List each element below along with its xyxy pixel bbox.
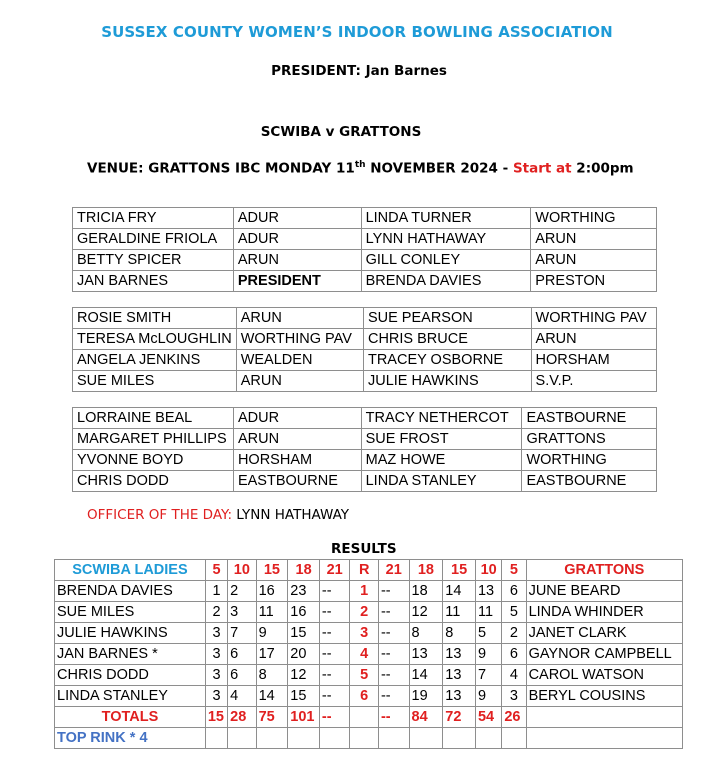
results-header-cell: GRATTONS [526, 560, 682, 581]
opponent-player-club: EASTBOURNE [522, 471, 657, 492]
score-cell: -- [378, 581, 409, 602]
venue-line [87, 160, 634, 177]
rink-row [73, 408, 657, 429]
scwiba-player-name: SUE MILES [73, 371, 237, 392]
opponent-player-club: WORTHING PAV [531, 308, 656, 329]
score-cell: 4 [228, 686, 256, 707]
opponent-player-club: GRATTONS [522, 429, 657, 450]
results-table [54, 559, 683, 749]
president-line: PRESIDENT: Jan Barnes [271, 63, 447, 79]
empty-cell [475, 728, 501, 749]
score-cell: -- [319, 602, 350, 623]
gratton-player-name: GAYNOR CAMPBELL [526, 644, 682, 665]
opponent-player-name: TRACY NETHERCOT [361, 408, 522, 429]
score-cell: 11 [443, 602, 476, 623]
total-cell: 26 [502, 707, 526, 728]
scwiba-player-name: TRICIA FRY [73, 208, 234, 229]
opponent-player-club: ARUN [531, 229, 657, 250]
score-cell: 14 [443, 581, 476, 602]
score-cell: 13 [475, 581, 501, 602]
opponent-player-name: BRENDA DAVIES [361, 271, 531, 292]
score-cell: 9 [256, 623, 288, 644]
rink-row [73, 429, 657, 450]
empty-cell [319, 728, 350, 749]
empty-cell [350, 728, 378, 749]
scwiba-player-club: WEALDEN [236, 350, 363, 371]
opponent-player-club: HORSHAM [531, 350, 656, 371]
score-cell: 5 [475, 623, 501, 644]
empty-cell [256, 728, 288, 749]
results-header-cell: 21 [378, 560, 409, 581]
opponent-player-club: ARUN [531, 250, 657, 271]
score-cell: 7 [228, 623, 256, 644]
score-cell: 1 [205, 581, 227, 602]
start-time: 2:00pm [571, 160, 634, 177]
scwiba-player-club: ARUN [233, 250, 361, 271]
opponent-player-club: ARUN [531, 329, 656, 350]
scwiba-player-name: BETTY SPICER [73, 250, 234, 271]
scwiba-player-club: ADUR [233, 229, 361, 250]
rink-table-3 [72, 407, 657, 492]
scwiba-player-name: TERESA McLOUGHLIN [73, 329, 237, 350]
scwiba-player-club: ARUN [236, 308, 363, 329]
score-cell: -- [319, 665, 350, 686]
score-cell: -- [319, 581, 350, 602]
results-header-cell: R [350, 560, 378, 581]
score-cell: 7 [475, 665, 501, 686]
score-cell: 11 [256, 602, 288, 623]
score-cell: 11 [475, 602, 501, 623]
score-cell: 12 [288, 665, 320, 686]
rink-row [73, 471, 657, 492]
score-cell: -- [319, 686, 350, 707]
scwiba-player-name: GERALDINE FRIOLA [73, 229, 234, 250]
rink-row [73, 350, 657, 371]
score-cell: 20 [288, 644, 320, 665]
results-header-cell: 18 [288, 560, 320, 581]
empty-cell [409, 728, 443, 749]
scwiba-player-club: ARUN [233, 429, 361, 450]
results-header-cell: SCWIBA LADIES [55, 560, 206, 581]
score-cell: 3 [205, 623, 227, 644]
opponent-player-name: CHRIS BRUCE [363, 329, 531, 350]
results-row [55, 602, 683, 623]
score-cell: 8 [256, 665, 288, 686]
score-cell: -- [319, 644, 350, 665]
score-cell: 6 [502, 644, 526, 665]
gratton-player-name: CAROL WATSON [526, 665, 682, 686]
match-title: SCWIBA v GRATTONS [260, 124, 422, 140]
empty-cell [288, 728, 320, 749]
rink-row [73, 250, 657, 271]
score-cell: 6 [228, 644, 256, 665]
score-cell: 13 [443, 665, 476, 686]
opponent-player-club: EASTBOURNE [522, 408, 657, 429]
scwiba-player-name: MARGARET PHILLIPS [73, 429, 234, 450]
rink-number: 2 [350, 602, 378, 623]
total-cell: 15 [205, 707, 227, 728]
score-cell: 12 [409, 602, 443, 623]
gratton-player-name: LINDA WHINDER [526, 602, 682, 623]
rink-row [73, 208, 657, 229]
score-cell: 3 [502, 686, 526, 707]
score-cell: 8 [443, 623, 476, 644]
rink-table-2 [72, 307, 657, 392]
scwiba-player-club: ADUR [233, 408, 361, 429]
scwiba-player-club: ARUN [236, 371, 363, 392]
opponent-player-name: LINDA TURNER [361, 208, 531, 229]
results-row [55, 623, 683, 644]
scwiba-player-name: ROSIE SMITH [73, 308, 237, 329]
results-row [55, 665, 683, 686]
venue-date-suffix: th [354, 160, 366, 170]
opponent-player-name: JULIE HAWKINS [363, 371, 531, 392]
score-cell: -- [378, 644, 409, 665]
empty-cell [526, 728, 682, 749]
rink-number: 4 [350, 644, 378, 665]
rink-row [73, 271, 657, 292]
score-cell: 16 [288, 602, 320, 623]
empty-cell [205, 728, 227, 749]
total-cell [526, 707, 682, 728]
results-header-cell: 15 [256, 560, 288, 581]
top-rink-row [55, 728, 683, 749]
empty-cell [443, 728, 476, 749]
score-cell: -- [319, 623, 350, 644]
results-header-cell: 10 [475, 560, 501, 581]
score-cell: 13 [409, 644, 443, 665]
score-cell: 4 [502, 665, 526, 686]
total-cell: 54 [475, 707, 501, 728]
total-cell: 101 [288, 707, 320, 728]
total-cell: 28 [228, 707, 256, 728]
rink-row [73, 308, 657, 329]
opponent-player-name: SUE FROST [361, 429, 522, 450]
score-cell: 5 [502, 602, 526, 623]
scwiba-player-name: LINDA STANLEY [55, 686, 206, 707]
opponent-player-name: MAZ HOWE [361, 450, 522, 471]
scwiba-player-name: SUE MILES [55, 602, 206, 623]
score-cell: 8 [409, 623, 443, 644]
gratton-player-name: BERYL COUSINS [526, 686, 682, 707]
score-cell: 3 [205, 686, 227, 707]
scwiba-player-name: CHRIS DODD [73, 471, 234, 492]
score-cell: 19 [409, 686, 443, 707]
score-cell: 9 [475, 686, 501, 707]
totals-label: TOTALS [55, 707, 206, 728]
scwiba-player-name: JAN BARNES [73, 271, 234, 292]
scwiba-player-name: JULIE HAWKINS [55, 623, 206, 644]
officer-name: LYNN HATHAWAY [232, 507, 350, 523]
total-cell: 72 [443, 707, 476, 728]
top-rink-label: TOP RINK * 4 [55, 728, 206, 749]
score-cell: 17 [256, 644, 288, 665]
results-row [55, 644, 683, 665]
rink-number: 1 [350, 581, 378, 602]
score-cell: -- [378, 686, 409, 707]
rink-table-1 [72, 207, 657, 292]
rink-row [73, 450, 657, 471]
score-cell: 15 [288, 686, 320, 707]
opponent-player-club: PRESTON [531, 271, 657, 292]
scwiba-player-name: LORRAINE BEAL [73, 408, 234, 429]
score-cell: 23 [288, 581, 320, 602]
score-cell: 13 [443, 686, 476, 707]
score-cell: 6 [502, 581, 526, 602]
score-cell: 15 [288, 623, 320, 644]
results-header-cell: 5 [502, 560, 526, 581]
score-cell: 6 [228, 665, 256, 686]
rink-row [73, 329, 657, 350]
score-cell: 14 [256, 686, 288, 707]
score-cell: -- [378, 665, 409, 686]
score-cell: 3 [205, 665, 227, 686]
scwiba-player-name: BRENDA DAVIES [55, 581, 206, 602]
opponent-player-club: S.V.P. [531, 371, 656, 392]
opponent-player-name: LINDA STANLEY [361, 471, 522, 492]
officer-of-the-day [87, 507, 349, 523]
score-cell: 2 [502, 623, 526, 644]
total-cell: -- [319, 707, 350, 728]
venue-date: NOVEMBER 2024 - [365, 160, 513, 177]
score-cell: 3 [205, 644, 227, 665]
scwiba-player-club: EASTBOURNE [233, 471, 361, 492]
scwiba-player-club: ADUR [233, 208, 361, 229]
results-header-cell: 18 [409, 560, 443, 581]
results-header-cell: 10 [228, 560, 256, 581]
empty-cell [228, 728, 256, 749]
scwiba-player-name: CHRIS DODD [55, 665, 206, 686]
rink-number: 6 [350, 686, 378, 707]
scwiba-player-club: PRESIDENT [233, 271, 361, 292]
results-totals-row [55, 707, 683, 728]
rink-number: 5 [350, 665, 378, 686]
venue-text: VENUE: GRATTONS IBC MONDAY 11 [87, 160, 355, 177]
results-header-cell: 15 [443, 560, 476, 581]
score-cell: 2 [228, 581, 256, 602]
score-cell: 3 [228, 602, 256, 623]
results-row [55, 686, 683, 707]
opponent-player-name: TRACEY OSBORNE [363, 350, 531, 371]
score-cell: 2 [205, 602, 227, 623]
results-header-cell: 5 [205, 560, 227, 581]
score-cell: -- [378, 623, 409, 644]
score-cell: 13 [443, 644, 476, 665]
score-cell: 16 [256, 581, 288, 602]
opponent-player-club: WORTHING [522, 450, 657, 471]
start-label: Start at [512, 160, 572, 177]
total-cell: -- [378, 707, 409, 728]
opponent-player-name: LYNN HATHAWAY [361, 229, 531, 250]
results-heading: RESULTS [331, 541, 397, 557]
score-cell: 9 [475, 644, 501, 665]
opponent-player-name: SUE PEARSON [363, 308, 531, 329]
score-cell: 18 [409, 581, 443, 602]
total-cell: 75 [256, 707, 288, 728]
page-title: SUSSEX COUNTY WOMEN’S INDOOR BOWLING ASSOCIATION [101, 23, 613, 41]
scwiba-player-name: JAN BARNES * [55, 644, 206, 665]
total-cell [350, 707, 378, 728]
rink-row [73, 229, 657, 250]
rink-row [73, 371, 657, 392]
results-header-cell: 21 [319, 560, 350, 581]
opponent-player-name: GILL CONLEY [361, 250, 531, 271]
scwiba-player-club: WORTHING PAV [236, 329, 363, 350]
empty-cell [378, 728, 409, 749]
empty-cell [502, 728, 526, 749]
rink-number: 3 [350, 623, 378, 644]
officer-label: OFFICER OF THE DAY: [87, 507, 233, 523]
results-header-row [55, 560, 683, 581]
gratton-player-name: JANET CLARK [526, 623, 682, 644]
scwiba-player-name: YVONNE BOYD [73, 450, 234, 471]
opponent-player-club: WORTHING [531, 208, 657, 229]
results-row [55, 581, 683, 602]
total-cell: 84 [409, 707, 443, 728]
score-cell: 14 [409, 665, 443, 686]
gratton-player-name: JUNE BEARD [526, 581, 682, 602]
score-cell: -- [378, 602, 409, 623]
scwiba-player-name: ANGELA JENKINS [73, 350, 237, 371]
scwiba-player-club: HORSHAM [233, 450, 361, 471]
